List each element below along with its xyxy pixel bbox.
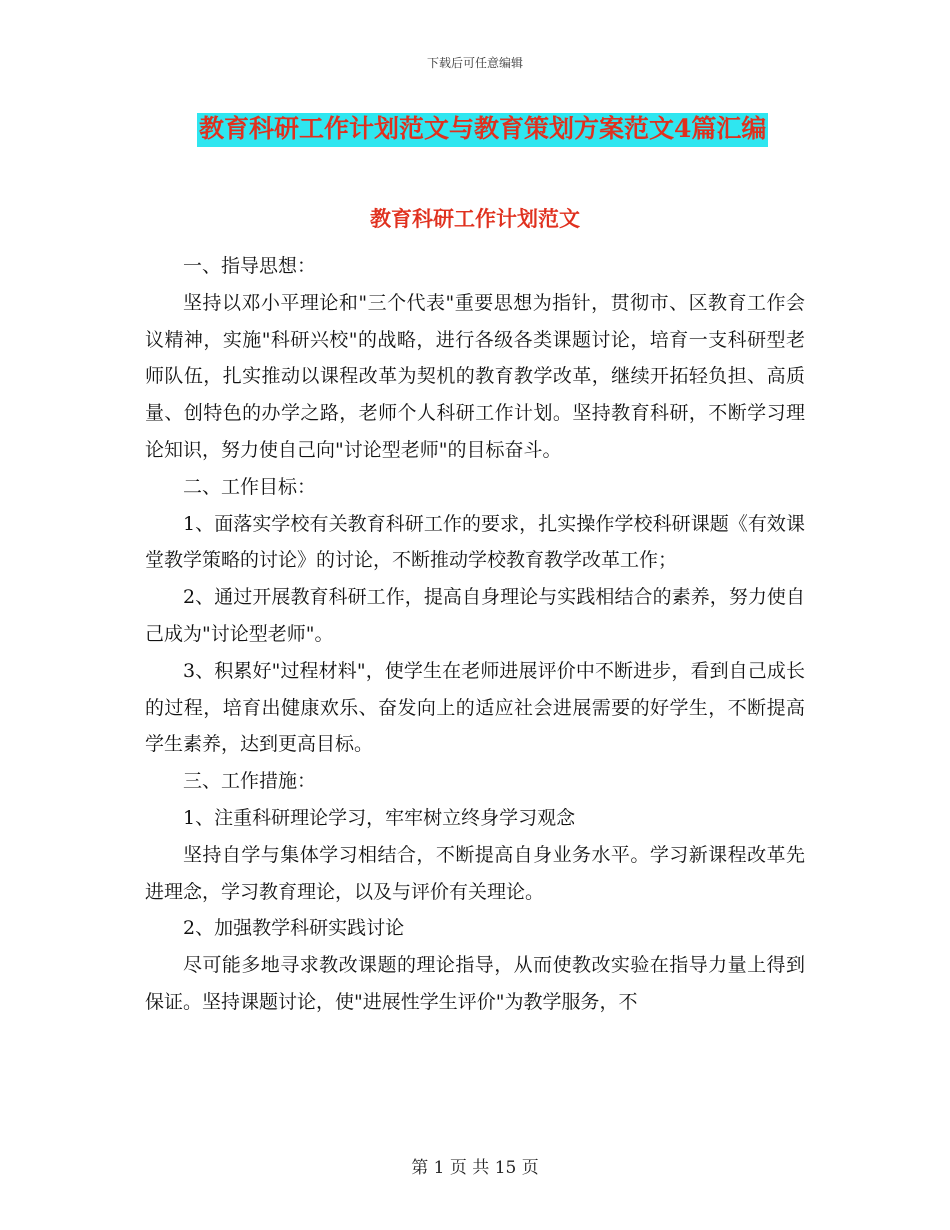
document-body xyxy=(145,248,805,1021)
paragraph: 1、面落实学校有关教育科研工作的要求，扎实操作学校科研课题《有效课堂教学策略的讨论》的讨论，不断推动学校教育教学改革工作； xyxy=(145,512,805,572)
document-title: 教育科研工作计划范文与教育策划方案范文4篇汇编 xyxy=(197,113,768,147)
paragraph: 二、工作目标： xyxy=(183,475,317,498)
paragraph: 3、积累好"过程材料"，使学生在老师进展评价中不断进步，看到自己成长的过程，培育出健康欢乐、奋发向上的适应社会进展需要的好学生，不断提高学生素养，达到更高目标。 xyxy=(145,659,805,756)
paragraph: 三、工作措施： xyxy=(183,770,317,793)
header-note: 下载后可任意编辑 xyxy=(426,56,523,70)
paragraph: 坚持自学与集体学习相结合，不断提高自身业务水平。学习新课程改革先进理念，学习教育理论，以及与评价有关理论。 xyxy=(145,843,805,903)
paragraph: 2、通过开展教育科研工作，提高自身理论与实践相结合的素养，努力使自己成为"讨论型老师"。 xyxy=(145,586,805,645)
paragraph: 1、注重科研理论学习，牢牢树立终身学习观念 xyxy=(183,806,576,829)
paragraph: 坚持以邓小平理论和"三个代表"重要思想为指针，贯彻市、区教育工作会议精神，实施"科研兴校"的战略，进行各级各类课题讨论，培育一支科研型老师队伍，扎实推动以课程改革为契机的教育教学改革，继续开拓轻负担、高质量、创特色的办学之路，老师个人科研工作计划。坚持教育科研，不断学习理论知识，努力使自己向"讨论型老师"的目标奋斗。 xyxy=(145,291,805,461)
paragraph: 一、指导思想： xyxy=(183,255,317,277)
section-title: 教育科研工作计划范文 xyxy=(370,206,580,231)
paragraph: 尽可能多地寻求教改课题的理论指导，从而使教改实验在指导力量上得到保证。坚持课题讨论，使"进展性学生评价"为教学服务，不 xyxy=(145,954,805,1013)
paragraph: 2、加强教学科研实践讨论 xyxy=(183,917,405,940)
page-footer: 第 1 页 共 15 页 xyxy=(411,1158,539,1178)
